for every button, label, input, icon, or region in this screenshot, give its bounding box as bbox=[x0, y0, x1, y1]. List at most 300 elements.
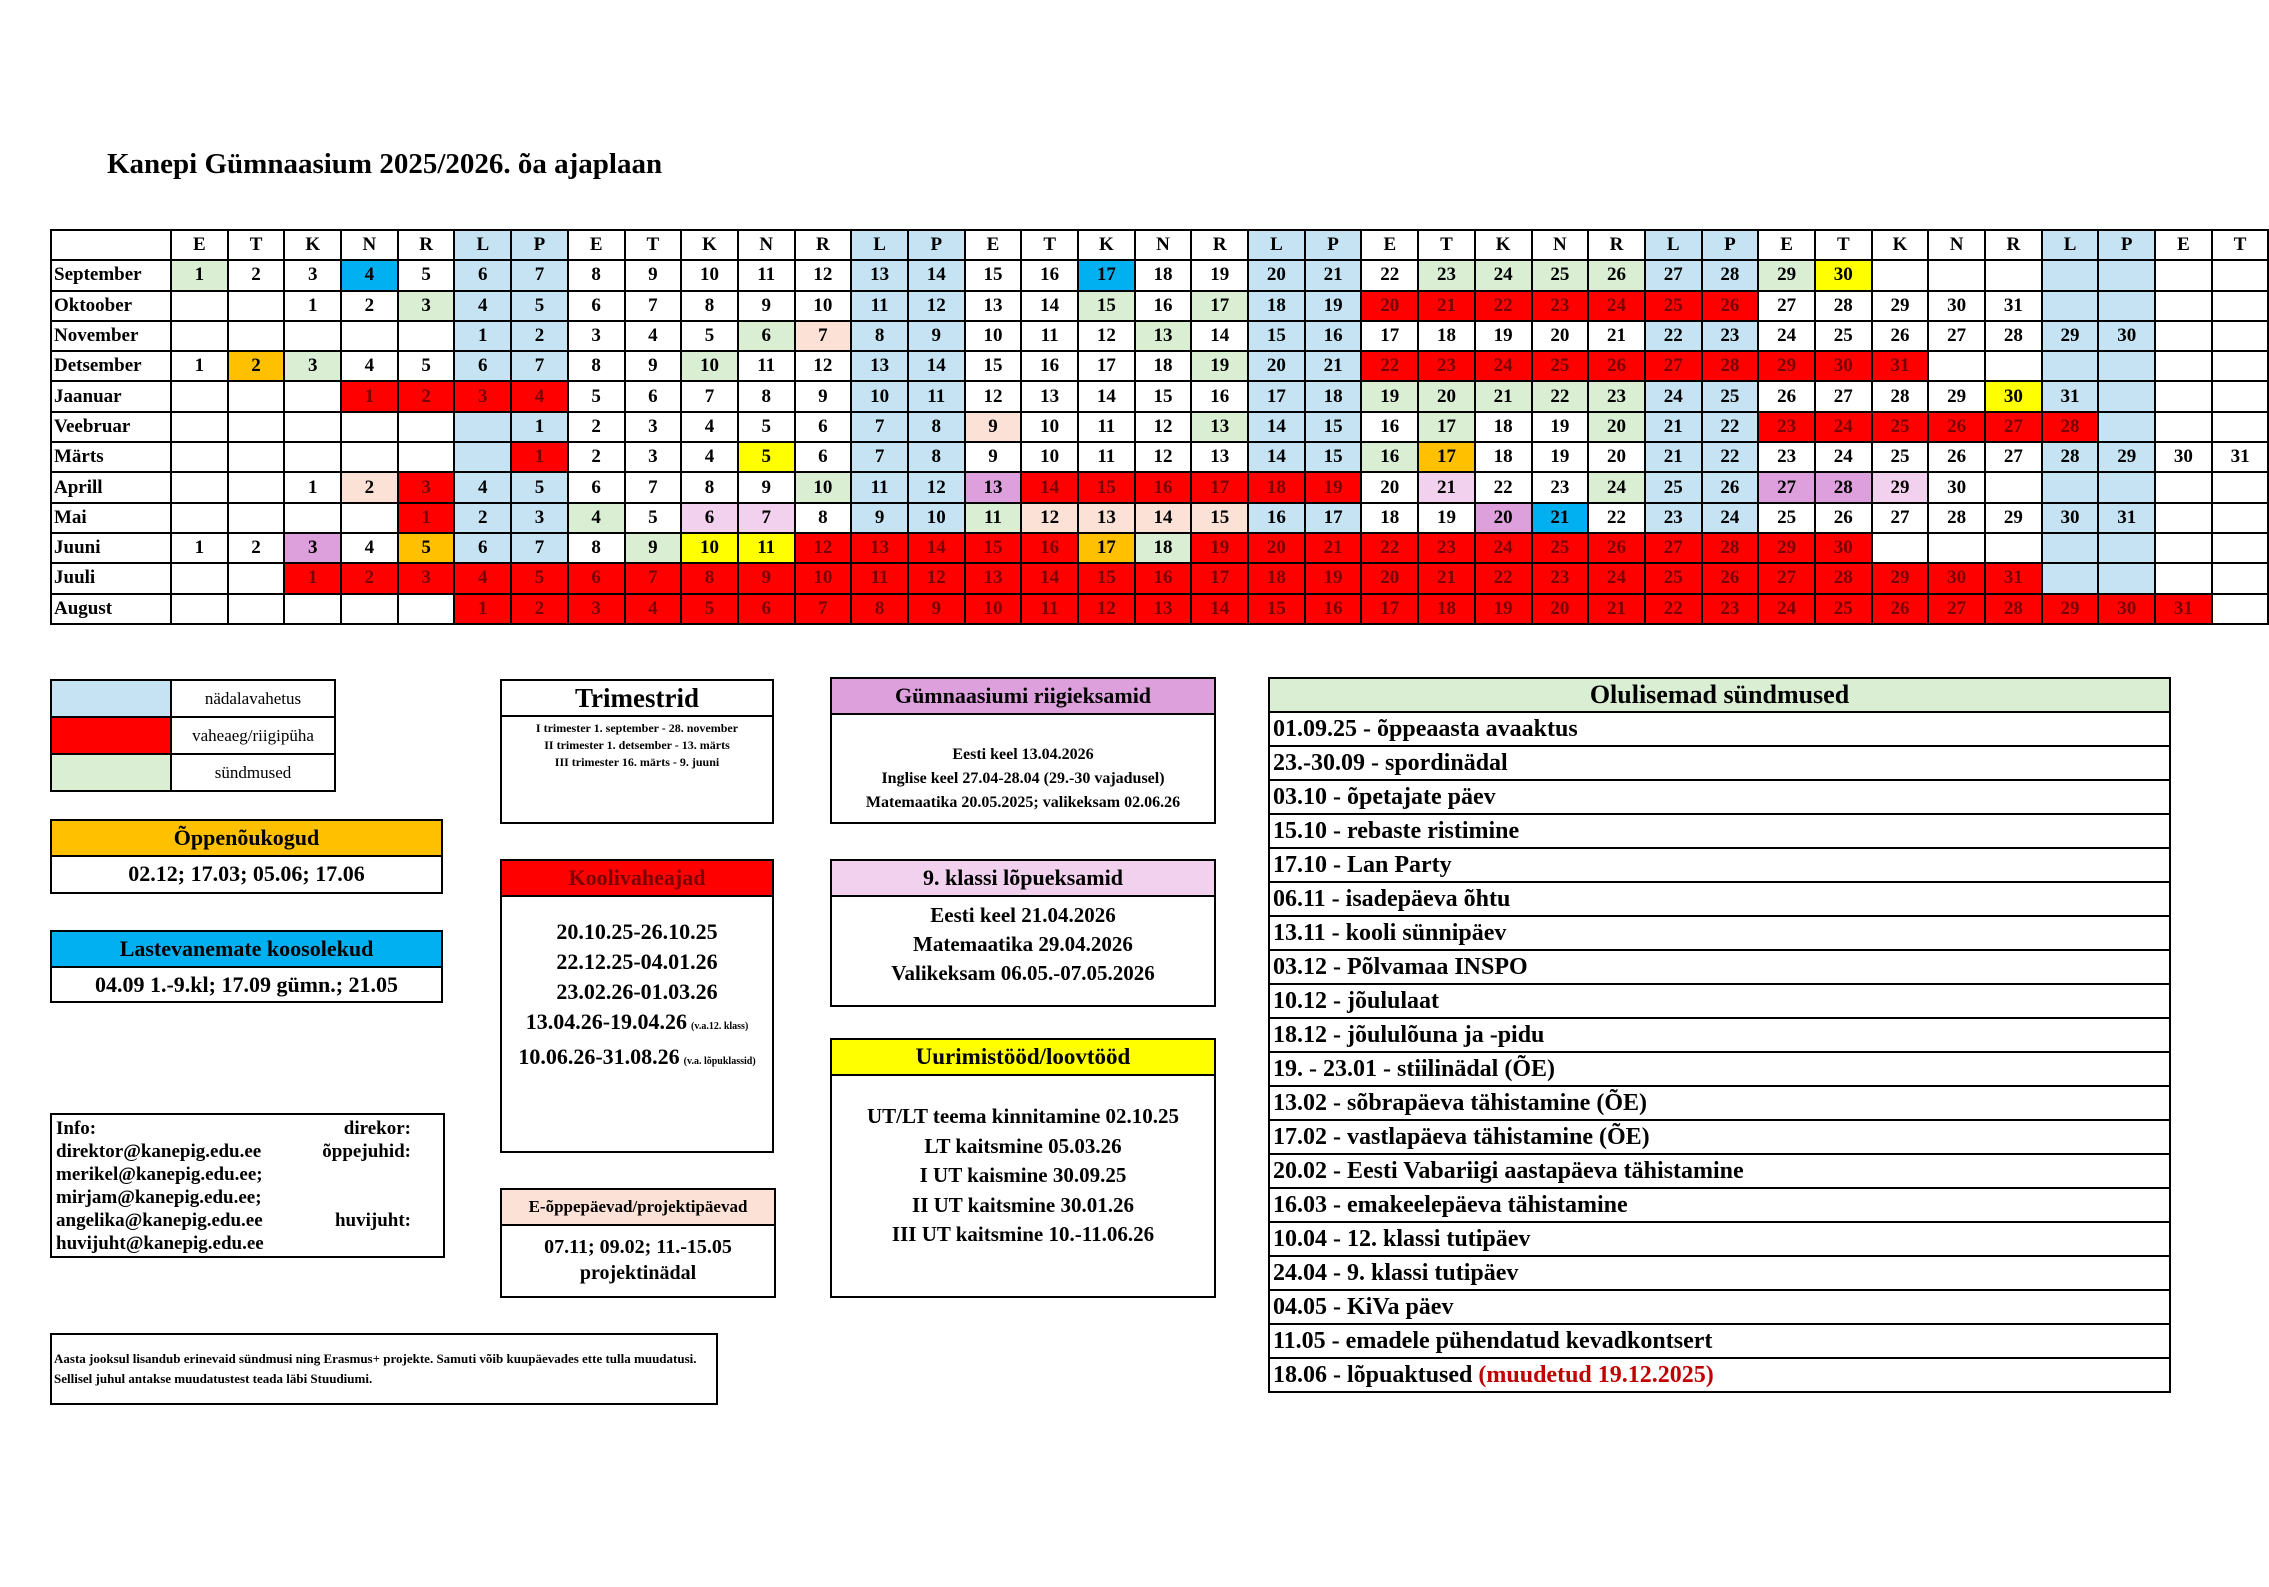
day-cell: 8 bbox=[795, 503, 852, 533]
day-cell: 21 bbox=[1532, 503, 1589, 533]
day-cell: 6 bbox=[738, 594, 795, 624]
day-cell: 13 bbox=[965, 563, 1022, 593]
day-cell: 29 bbox=[2042, 594, 2099, 624]
day-cell: 22 bbox=[1361, 533, 1418, 563]
day-cell: 20 bbox=[1248, 260, 1305, 290]
weekday-header: L bbox=[2042, 230, 2099, 260]
state-exams-box bbox=[830, 677, 1216, 824]
day-cell: 7 bbox=[625, 291, 682, 321]
day-cell: 13 bbox=[851, 351, 908, 381]
legend bbox=[50, 679, 336, 792]
day-cell: 13 bbox=[1135, 594, 1192, 624]
day-cell: 10 bbox=[965, 321, 1022, 351]
event-text: 20.02 - Eesti Vabariigi aastapäeva tähistamine bbox=[1273, 1158, 1744, 1184]
day-cell: 19 bbox=[1305, 472, 1362, 502]
day-cell: 13 bbox=[851, 533, 908, 563]
event-item bbox=[1269, 712, 2170, 746]
day-cell: 22 bbox=[1702, 442, 1759, 472]
day-cell: 26 bbox=[1588, 533, 1645, 563]
weekday-header: T bbox=[1815, 230, 1872, 260]
event-row bbox=[1269, 848, 2170, 882]
empty-cell bbox=[1872, 533, 1929, 563]
day-cell: 1 bbox=[171, 533, 228, 563]
event-text: 06.11 - isadepäeva õhtu bbox=[1273, 886, 1511, 912]
day-cell: 18 bbox=[1475, 412, 1532, 442]
weekday-header: T bbox=[625, 230, 682, 260]
day-cell: 20 bbox=[1588, 412, 1645, 442]
day-cell: 20 bbox=[1532, 594, 1589, 624]
month-name: Jaanuar bbox=[51, 381, 171, 411]
trimestrid-box bbox=[500, 679, 774, 824]
month-row bbox=[51, 563, 2268, 593]
day-cell: 2 bbox=[398, 381, 455, 411]
day-cell: 24 bbox=[1588, 291, 1645, 321]
info-line-left: Info: bbox=[56, 1118, 97, 1139]
grade9-exam-line: Eesti keel 21.04.2026 bbox=[930, 903, 1116, 927]
event-item bbox=[1269, 780, 2170, 814]
day-cell: 4 bbox=[681, 412, 738, 442]
day-cell: 17 bbox=[1305, 503, 1362, 533]
weekday-header: K bbox=[284, 230, 341, 260]
day-cell: 3 bbox=[398, 291, 455, 321]
event-text: 01.09.25 - õppeaasta avaaktus bbox=[1273, 716, 1578, 742]
empty-cell bbox=[398, 442, 455, 472]
weekday-header: K bbox=[1872, 230, 1929, 260]
day-cell: 22 bbox=[1645, 321, 1702, 351]
info-line-left[interactable]: merikel@kanepig.edu.ee; bbox=[56, 1164, 263, 1185]
day-cell: 9 bbox=[625, 351, 682, 381]
day-cell: 18 bbox=[1305, 381, 1362, 411]
day-cell: 22 bbox=[1645, 594, 1702, 624]
day-cell: 28 bbox=[1872, 381, 1929, 411]
event-text: 17.02 - vastlapäeva tähistamine (ÕE) bbox=[1273, 1124, 1650, 1150]
day-cell: 11 bbox=[851, 291, 908, 321]
day-cell: 12 bbox=[795, 351, 852, 381]
weekday-header: P bbox=[511, 230, 568, 260]
day-cell: 17 bbox=[1361, 594, 1418, 624]
event-item bbox=[1269, 882, 2170, 916]
day-cell: 29 bbox=[2098, 442, 2155, 472]
grade9-exams-box bbox=[830, 859, 1216, 1007]
info-line bbox=[56, 1163, 411, 1186]
day-cell: 29 bbox=[1872, 563, 1929, 593]
day-cell: 17 bbox=[1361, 321, 1418, 351]
legend-swatch-weekend bbox=[51, 680, 171, 717]
event-row bbox=[1269, 1324, 2170, 1358]
empty-cell bbox=[171, 291, 228, 321]
holiday-period-dates: 20.10.25-26.10.25 bbox=[556, 919, 718, 944]
day-cell: 20 bbox=[1361, 291, 1418, 321]
weekday-header: E bbox=[2155, 230, 2212, 260]
day-cell: 3 bbox=[284, 533, 341, 563]
weekday-header: N bbox=[1532, 230, 1589, 260]
info-line bbox=[56, 1117, 411, 1140]
month-name: Märts bbox=[51, 442, 171, 472]
weekday-header: K bbox=[681, 230, 738, 260]
weekday-header: E bbox=[171, 230, 228, 260]
day-cell: 26 bbox=[1702, 291, 1759, 321]
day-cell: 18 bbox=[1475, 442, 1532, 472]
day-cell: 6 bbox=[454, 351, 511, 381]
event-item bbox=[1269, 1086, 2170, 1120]
info-line bbox=[56, 1186, 411, 1209]
day-cell: 10 bbox=[795, 563, 852, 593]
event-row bbox=[1269, 916, 2170, 950]
day-cell: 23 bbox=[1645, 503, 1702, 533]
day-cell: 18 bbox=[1418, 321, 1475, 351]
day-cell: 18 bbox=[1248, 472, 1305, 502]
note-text: Aasta jooksul lisandub erinevaid sündmusi ning Erasmus+ projekte. Samuti võib kuupäevades ette tulla muudatusi. Sellisel juhul antakse muudatustest teada läbi Stuudiumi. bbox=[54, 1351, 697, 1386]
day-cell: 11 bbox=[965, 503, 1022, 533]
day-cell: 26 bbox=[1815, 503, 1872, 533]
day-cell: 30 bbox=[1815, 533, 1872, 563]
info-line-left[interactable]: huvijuht@kanepig.edu.ee bbox=[56, 1233, 264, 1254]
day-cell: 8 bbox=[738, 381, 795, 411]
parent-meetings-text: 04.09 1.-9.kl; 17.09 gümn.; 21.05 bbox=[94, 972, 399, 997]
day-cell: 23 bbox=[1758, 442, 1815, 472]
day-cell: 29 bbox=[1985, 503, 2042, 533]
empty-cell bbox=[228, 381, 285, 411]
day-cell: 21 bbox=[1645, 442, 1702, 472]
holiday-period-dates: 22.12.25-04.01.26 bbox=[556, 949, 718, 974]
info-line-left[interactable]: mirjam@kanepig.edu.ee; bbox=[56, 1187, 262, 1208]
event-row bbox=[1269, 1154, 2170, 1188]
day-cell: 4 bbox=[568, 503, 625, 533]
day-cell: 16 bbox=[1305, 321, 1362, 351]
weekday-header: P bbox=[1702, 230, 1759, 260]
day-cell: 29 bbox=[1758, 351, 1815, 381]
holiday-period bbox=[502, 1042, 772, 1077]
empty-cell bbox=[2212, 260, 2269, 290]
event-row bbox=[1269, 1222, 2170, 1256]
day-cell: 14 bbox=[1135, 503, 1192, 533]
weekday-header: R bbox=[398, 230, 455, 260]
weekday-header: E bbox=[568, 230, 625, 260]
day-cell: 24 bbox=[1588, 472, 1645, 502]
empty-cell bbox=[2042, 533, 2099, 563]
day-cell: 19 bbox=[1532, 442, 1589, 472]
info-line-left[interactable]: direktor@kanepig.edu.ee bbox=[56, 1141, 262, 1162]
day-cell: 3 bbox=[454, 381, 511, 411]
day-cell: 13 bbox=[1135, 321, 1192, 351]
day-cell: 27 bbox=[1758, 472, 1815, 502]
event-row bbox=[1269, 1120, 2170, 1154]
weekday-header: T bbox=[1418, 230, 1475, 260]
day-cell: 18 bbox=[1135, 533, 1192, 563]
weekday-header: T bbox=[228, 230, 285, 260]
event-item bbox=[1269, 746, 2170, 780]
empty-cell bbox=[2155, 412, 2212, 442]
day-cell: 9 bbox=[625, 260, 682, 290]
event-item bbox=[1269, 1358, 2170, 1392]
empty-cell bbox=[341, 442, 398, 472]
legend-swatch-holiday bbox=[51, 717, 171, 754]
event-item bbox=[1269, 1154, 2170, 1188]
empty-cell bbox=[2212, 321, 2269, 351]
day-cell: 27 bbox=[1815, 381, 1872, 411]
weekday-header: P bbox=[908, 230, 965, 260]
day-cell: 21 bbox=[1305, 260, 1362, 290]
day-cell: 24 bbox=[1758, 321, 1815, 351]
day-cell: 3 bbox=[625, 442, 682, 472]
day-cell: 15 bbox=[965, 533, 1022, 563]
month-name: Oktoober bbox=[51, 291, 171, 321]
event-row bbox=[1269, 712, 2170, 746]
research-title: Uurimistööd/loovtööd bbox=[832, 1040, 1214, 1076]
day-cell: 1 bbox=[284, 472, 341, 502]
day-cell: 25 bbox=[1645, 563, 1702, 593]
empty-cell bbox=[228, 321, 285, 351]
event-text: 13.11 - kooli sünnipäev bbox=[1273, 920, 1507, 946]
day-cell: 11 bbox=[1078, 412, 1135, 442]
day-cell: 13 bbox=[1078, 503, 1135, 533]
event-item bbox=[1269, 1324, 2170, 1358]
state-exam-line: Matemaatika 20.05.2025; valikeksam 02.06.26 bbox=[865, 794, 1181, 811]
day-cell: 24 bbox=[1588, 563, 1645, 593]
day-cell: 14 bbox=[1078, 381, 1135, 411]
event-row bbox=[1269, 1188, 2170, 1222]
day-cell: 24 bbox=[1475, 260, 1532, 290]
info-box bbox=[50, 1113, 445, 1258]
day-cell: 14 bbox=[1021, 472, 1078, 502]
day-cell: 30 bbox=[1985, 381, 2042, 411]
day-cell: 7 bbox=[625, 472, 682, 502]
day-cell: 11 bbox=[1078, 442, 1135, 472]
day-cell: 6 bbox=[795, 412, 852, 442]
empty-cell bbox=[2212, 503, 2269, 533]
day-cell: 7 bbox=[795, 594, 852, 624]
events-title: Olulisemad sündmused bbox=[1269, 678, 2170, 712]
event-item bbox=[1269, 1256, 2170, 1290]
day-cell: 29 bbox=[1758, 260, 1815, 290]
day-cell: 16 bbox=[1135, 472, 1192, 502]
info-line-left[interactable]: angelika@kanepig.edu.ee bbox=[56, 1210, 263, 1231]
day-cell: 30 bbox=[1928, 563, 1985, 593]
month-row bbox=[51, 321, 2268, 351]
day-cell: 15 bbox=[1305, 412, 1362, 442]
day-cell: 11 bbox=[738, 260, 795, 290]
day-cell: 15 bbox=[1248, 321, 1305, 351]
day-cell: 8 bbox=[851, 321, 908, 351]
empty-cell bbox=[341, 503, 398, 533]
event-row bbox=[1269, 746, 2170, 780]
empty-cell bbox=[284, 442, 341, 472]
empty-cell bbox=[2155, 351, 2212, 381]
day-cell: 5 bbox=[568, 381, 625, 411]
weekday-header: T bbox=[1021, 230, 1078, 260]
day-cell: 6 bbox=[454, 533, 511, 563]
day-cell: 22 bbox=[1475, 563, 1532, 593]
legend-row-weekend bbox=[51, 680, 335, 717]
day-cell: 31 bbox=[2098, 503, 2155, 533]
e-learning-title: E-õppepäevad/projektipäevad bbox=[502, 1190, 774, 1226]
empty-cell bbox=[2098, 472, 2155, 502]
event-row bbox=[1269, 882, 2170, 916]
empty-cell bbox=[228, 503, 285, 533]
empty-cell bbox=[284, 503, 341, 533]
day-cell: 3 bbox=[511, 503, 568, 533]
weekday-header: L bbox=[454, 230, 511, 260]
event-text: 03.10 - õpetajate päev bbox=[1273, 784, 1496, 810]
note-box bbox=[50, 1333, 718, 1405]
day-cell: 9 bbox=[908, 321, 965, 351]
empty-cell bbox=[2042, 472, 2099, 502]
month-row bbox=[51, 594, 2268, 624]
calendar-table bbox=[50, 229, 2269, 625]
day-cell: 4 bbox=[341, 260, 398, 290]
day-cell: 10 bbox=[908, 503, 965, 533]
day-cell: 10 bbox=[681, 351, 738, 381]
empty-cell bbox=[171, 321, 228, 351]
empty-cell bbox=[228, 563, 285, 593]
day-cell: 16 bbox=[1021, 351, 1078, 381]
empty-cell bbox=[171, 381, 228, 411]
info-line bbox=[56, 1140, 411, 1163]
event-text: 23.-30.09 - spordinädal bbox=[1273, 750, 1508, 776]
e-learning-box bbox=[500, 1188, 776, 1298]
day-cell: 5 bbox=[398, 351, 455, 381]
day-cell: 10 bbox=[681, 533, 738, 563]
day-cell: 1 bbox=[454, 321, 511, 351]
day-cell: 10 bbox=[1021, 442, 1078, 472]
day-cell: 14 bbox=[1021, 291, 1078, 321]
day-cell: 7 bbox=[851, 412, 908, 442]
day-cell: 1 bbox=[454, 594, 511, 624]
day-cell: 5 bbox=[738, 442, 795, 472]
empty-cell bbox=[171, 503, 228, 533]
event-text: 04.05 - KiVa päev bbox=[1273, 1294, 1454, 1320]
day-cell: 12 bbox=[1135, 442, 1192, 472]
event-text: 18.12 - jõululõuna ja -pidu bbox=[1273, 1022, 1545, 1048]
day-cell: 20 bbox=[1361, 472, 1418, 502]
day-cell: 23 bbox=[1418, 533, 1475, 563]
day-cell: 12 bbox=[908, 291, 965, 321]
day-cell: 21 bbox=[1418, 472, 1475, 502]
day-cell: 4 bbox=[511, 381, 568, 411]
day-cell: 29 bbox=[1872, 472, 1929, 502]
weekday-header: N bbox=[1928, 230, 1985, 260]
day-cell: 10 bbox=[965, 594, 1022, 624]
day-cell: 17 bbox=[1191, 291, 1248, 321]
empty-cell bbox=[1985, 472, 2042, 502]
day-cell: 30 bbox=[2042, 503, 2099, 533]
day-cell: 12 bbox=[1078, 321, 1135, 351]
day-cell: 7 bbox=[738, 503, 795, 533]
day-cell: 10 bbox=[681, 260, 738, 290]
day-cell: 3 bbox=[568, 594, 625, 624]
day-cell: 12 bbox=[965, 381, 1022, 411]
day-cell: 22 bbox=[1475, 291, 1532, 321]
empty-cell bbox=[2042, 291, 2099, 321]
holiday-period bbox=[502, 917, 772, 947]
empty-cell bbox=[228, 472, 285, 502]
day-cell: 6 bbox=[568, 291, 625, 321]
day-cell: 3 bbox=[398, 472, 455, 502]
event-row bbox=[1269, 1290, 2170, 1324]
day-cell: 21 bbox=[1475, 381, 1532, 411]
day-cell: 2 bbox=[568, 412, 625, 442]
day-cell: 31 bbox=[2212, 442, 2269, 472]
day-cell: 27 bbox=[1985, 442, 2042, 472]
day-cell: 27 bbox=[1928, 594, 1985, 624]
day-cell: 27 bbox=[1928, 321, 1985, 351]
day-cell: 7 bbox=[511, 260, 568, 290]
legend-label: vaheaeg/riigipüha bbox=[171, 717, 335, 754]
info-line-right: huvijuht: bbox=[334, 1210, 411, 1231]
legend-row-event bbox=[51, 754, 335, 791]
day-cell: 21 bbox=[1588, 321, 1645, 351]
empty-cell bbox=[1985, 533, 2042, 563]
day-cell: 30 bbox=[1928, 472, 1985, 502]
day-cell: 8 bbox=[568, 351, 625, 381]
day-cell: 15 bbox=[1078, 563, 1135, 593]
empty-cell bbox=[2212, 351, 2269, 381]
day-cell: 18 bbox=[1135, 351, 1192, 381]
trimester-1: I trimester 1. september - 28. november bbox=[535, 721, 739, 735]
day-cell: 2 bbox=[511, 594, 568, 624]
day-cell: 4 bbox=[341, 533, 398, 563]
day-cell: 19 bbox=[1305, 563, 1362, 593]
empty-cell bbox=[1928, 351, 1985, 381]
day-cell: 10 bbox=[795, 472, 852, 502]
oppenoukogud-text: 02.12; 17.03; 05.06; 17.06 bbox=[128, 861, 365, 886]
day-cell: 16 bbox=[1135, 563, 1192, 593]
empty-cell bbox=[2155, 533, 2212, 563]
day-cell: 12 bbox=[1135, 412, 1192, 442]
day-cell: 30 bbox=[1815, 351, 1872, 381]
day-cell: 2 bbox=[228, 260, 285, 290]
day-cell: 12 bbox=[908, 563, 965, 593]
day-cell: 25 bbox=[1645, 291, 1702, 321]
event-item bbox=[1269, 1222, 2170, 1256]
research-line: UT/LT teema kinnitamine 02.10.25 bbox=[866, 1104, 1180, 1128]
day-cell: 24 bbox=[1702, 503, 1759, 533]
day-cell: 17 bbox=[1191, 472, 1248, 502]
event-item bbox=[1269, 1188, 2170, 1222]
day-cell: 18 bbox=[1248, 563, 1305, 593]
day-cell: 14 bbox=[1248, 442, 1305, 472]
empty-cell bbox=[398, 412, 455, 442]
day-cell: 3 bbox=[284, 260, 341, 290]
month-row bbox=[51, 472, 2268, 502]
day-cell: 14 bbox=[1248, 412, 1305, 442]
day-cell: 1 bbox=[171, 260, 228, 290]
event-row bbox=[1269, 780, 2170, 814]
day-cell: 14 bbox=[908, 260, 965, 290]
day-cell: 8 bbox=[568, 533, 625, 563]
day-cell: 12 bbox=[908, 472, 965, 502]
month-name: Veebruar bbox=[51, 412, 171, 442]
weekday-header: N bbox=[341, 230, 398, 260]
day-cell: 1 bbox=[511, 412, 568, 442]
day-cell: 11 bbox=[851, 563, 908, 593]
day-cell: 5 bbox=[681, 594, 738, 624]
empty-cell bbox=[2212, 381, 2269, 411]
day-cell: 19 bbox=[1305, 291, 1362, 321]
day-cell: 12 bbox=[1078, 594, 1135, 624]
day-cell: 1 bbox=[398, 503, 455, 533]
day-cell: 5 bbox=[625, 503, 682, 533]
day-cell: 17 bbox=[1191, 563, 1248, 593]
event-change-note: (muudetud 19.12.2025) bbox=[1478, 1362, 1714, 1388]
day-cell: 4 bbox=[454, 291, 511, 321]
empty-cell bbox=[228, 412, 285, 442]
weekday-header: L bbox=[1248, 230, 1305, 260]
parent-meetings-title: Lastevanemate koosolekud bbox=[52, 932, 441, 968]
day-cell: 2 bbox=[341, 563, 398, 593]
day-cell: 12 bbox=[795, 260, 852, 290]
page-title: Kanepi Gümnaasium 2025/2026. õa ajaplaan bbox=[107, 148, 663, 180]
